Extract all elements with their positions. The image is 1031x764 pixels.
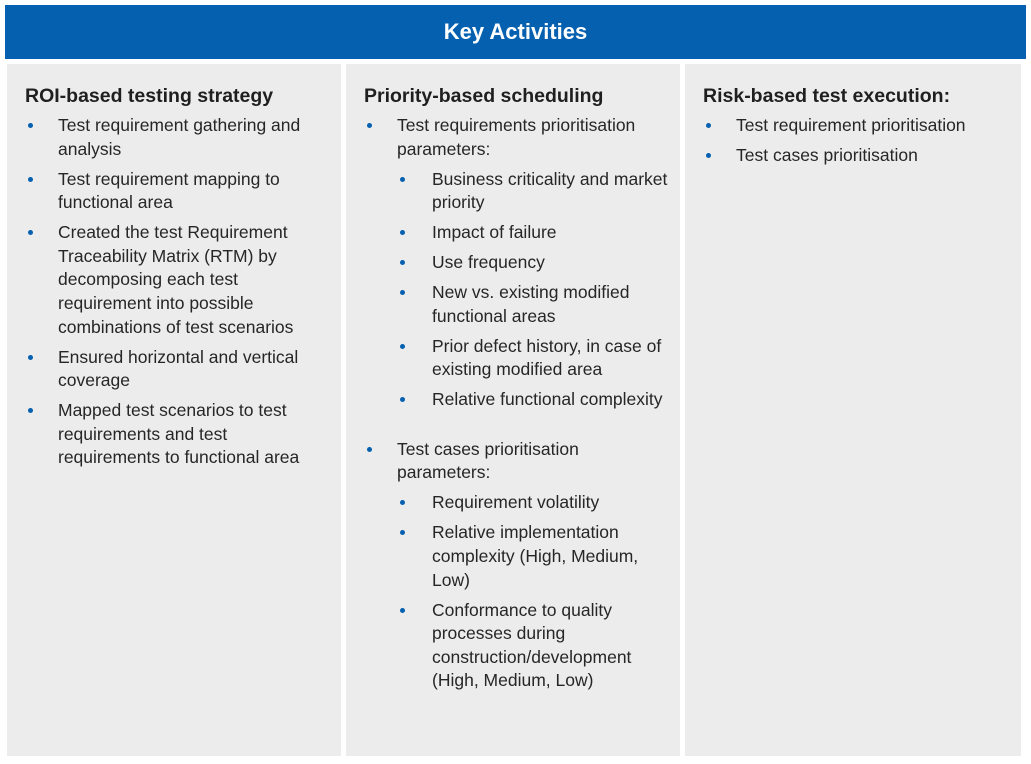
activity-list [703,114,1009,168]
column-title: ROI-based testing strategy [25,85,274,107]
sub-list-item: Impact of failure [397,221,668,245]
list-item: Test requirement prioritisation [703,114,1009,138]
column-risk-execution [685,64,1021,756]
activity-list [25,114,329,470]
list-item: Test requirement mapping to functional area [25,168,329,215]
sub-list [397,491,668,693]
group-label: Test requirements prioritisation parameters: [397,115,636,159]
column-title: Risk-based test execution: [703,85,951,107]
sub-list-item: Use frequency [397,251,668,275]
sub-list-item: Conformance to quality processes during construction/development (High, Medium, Low) [397,599,668,693]
list-item-group [364,438,668,693]
sub-list-item: Business criticality and market priority [397,168,668,215]
sub-list-item: Prior defect history, in case of existing modified area [397,335,668,382]
activity-list [364,114,668,693]
group-label: Test cases prioritisation parameters: [397,438,579,483]
list-item-group [364,114,668,412]
list-item: Mapped test scenarios to test requirements and test requirements to functional area [25,399,329,470]
list-item: Ensured horizontal and vertical coverage [25,346,329,393]
column-priority-scheduling [346,64,680,756]
sub-list-item: Relative functional complexity [397,388,668,412]
list-item: Test requirement gathering and analysis [25,114,329,161]
header-title: Key Activities [443,19,588,44]
sub-list-item: New vs. existing modified functional areas [397,281,668,328]
sub-list [397,168,668,412]
sub-list-item: Relative implementation complexity (High, Medium, Low) [397,521,668,592]
key-activities-header [5,5,1026,59]
sub-list-item: Requirement volatility [397,491,668,515]
column-title: Priority-based scheduling [364,85,604,107]
list-item: Created the test Requirement Traceability Matrix (RTM) by decomposing each test requirement into possible combinations of test scenarios [25,221,329,339]
list-item: Test cases prioritisation [703,144,1009,168]
column-roi-strategy [7,64,341,756]
